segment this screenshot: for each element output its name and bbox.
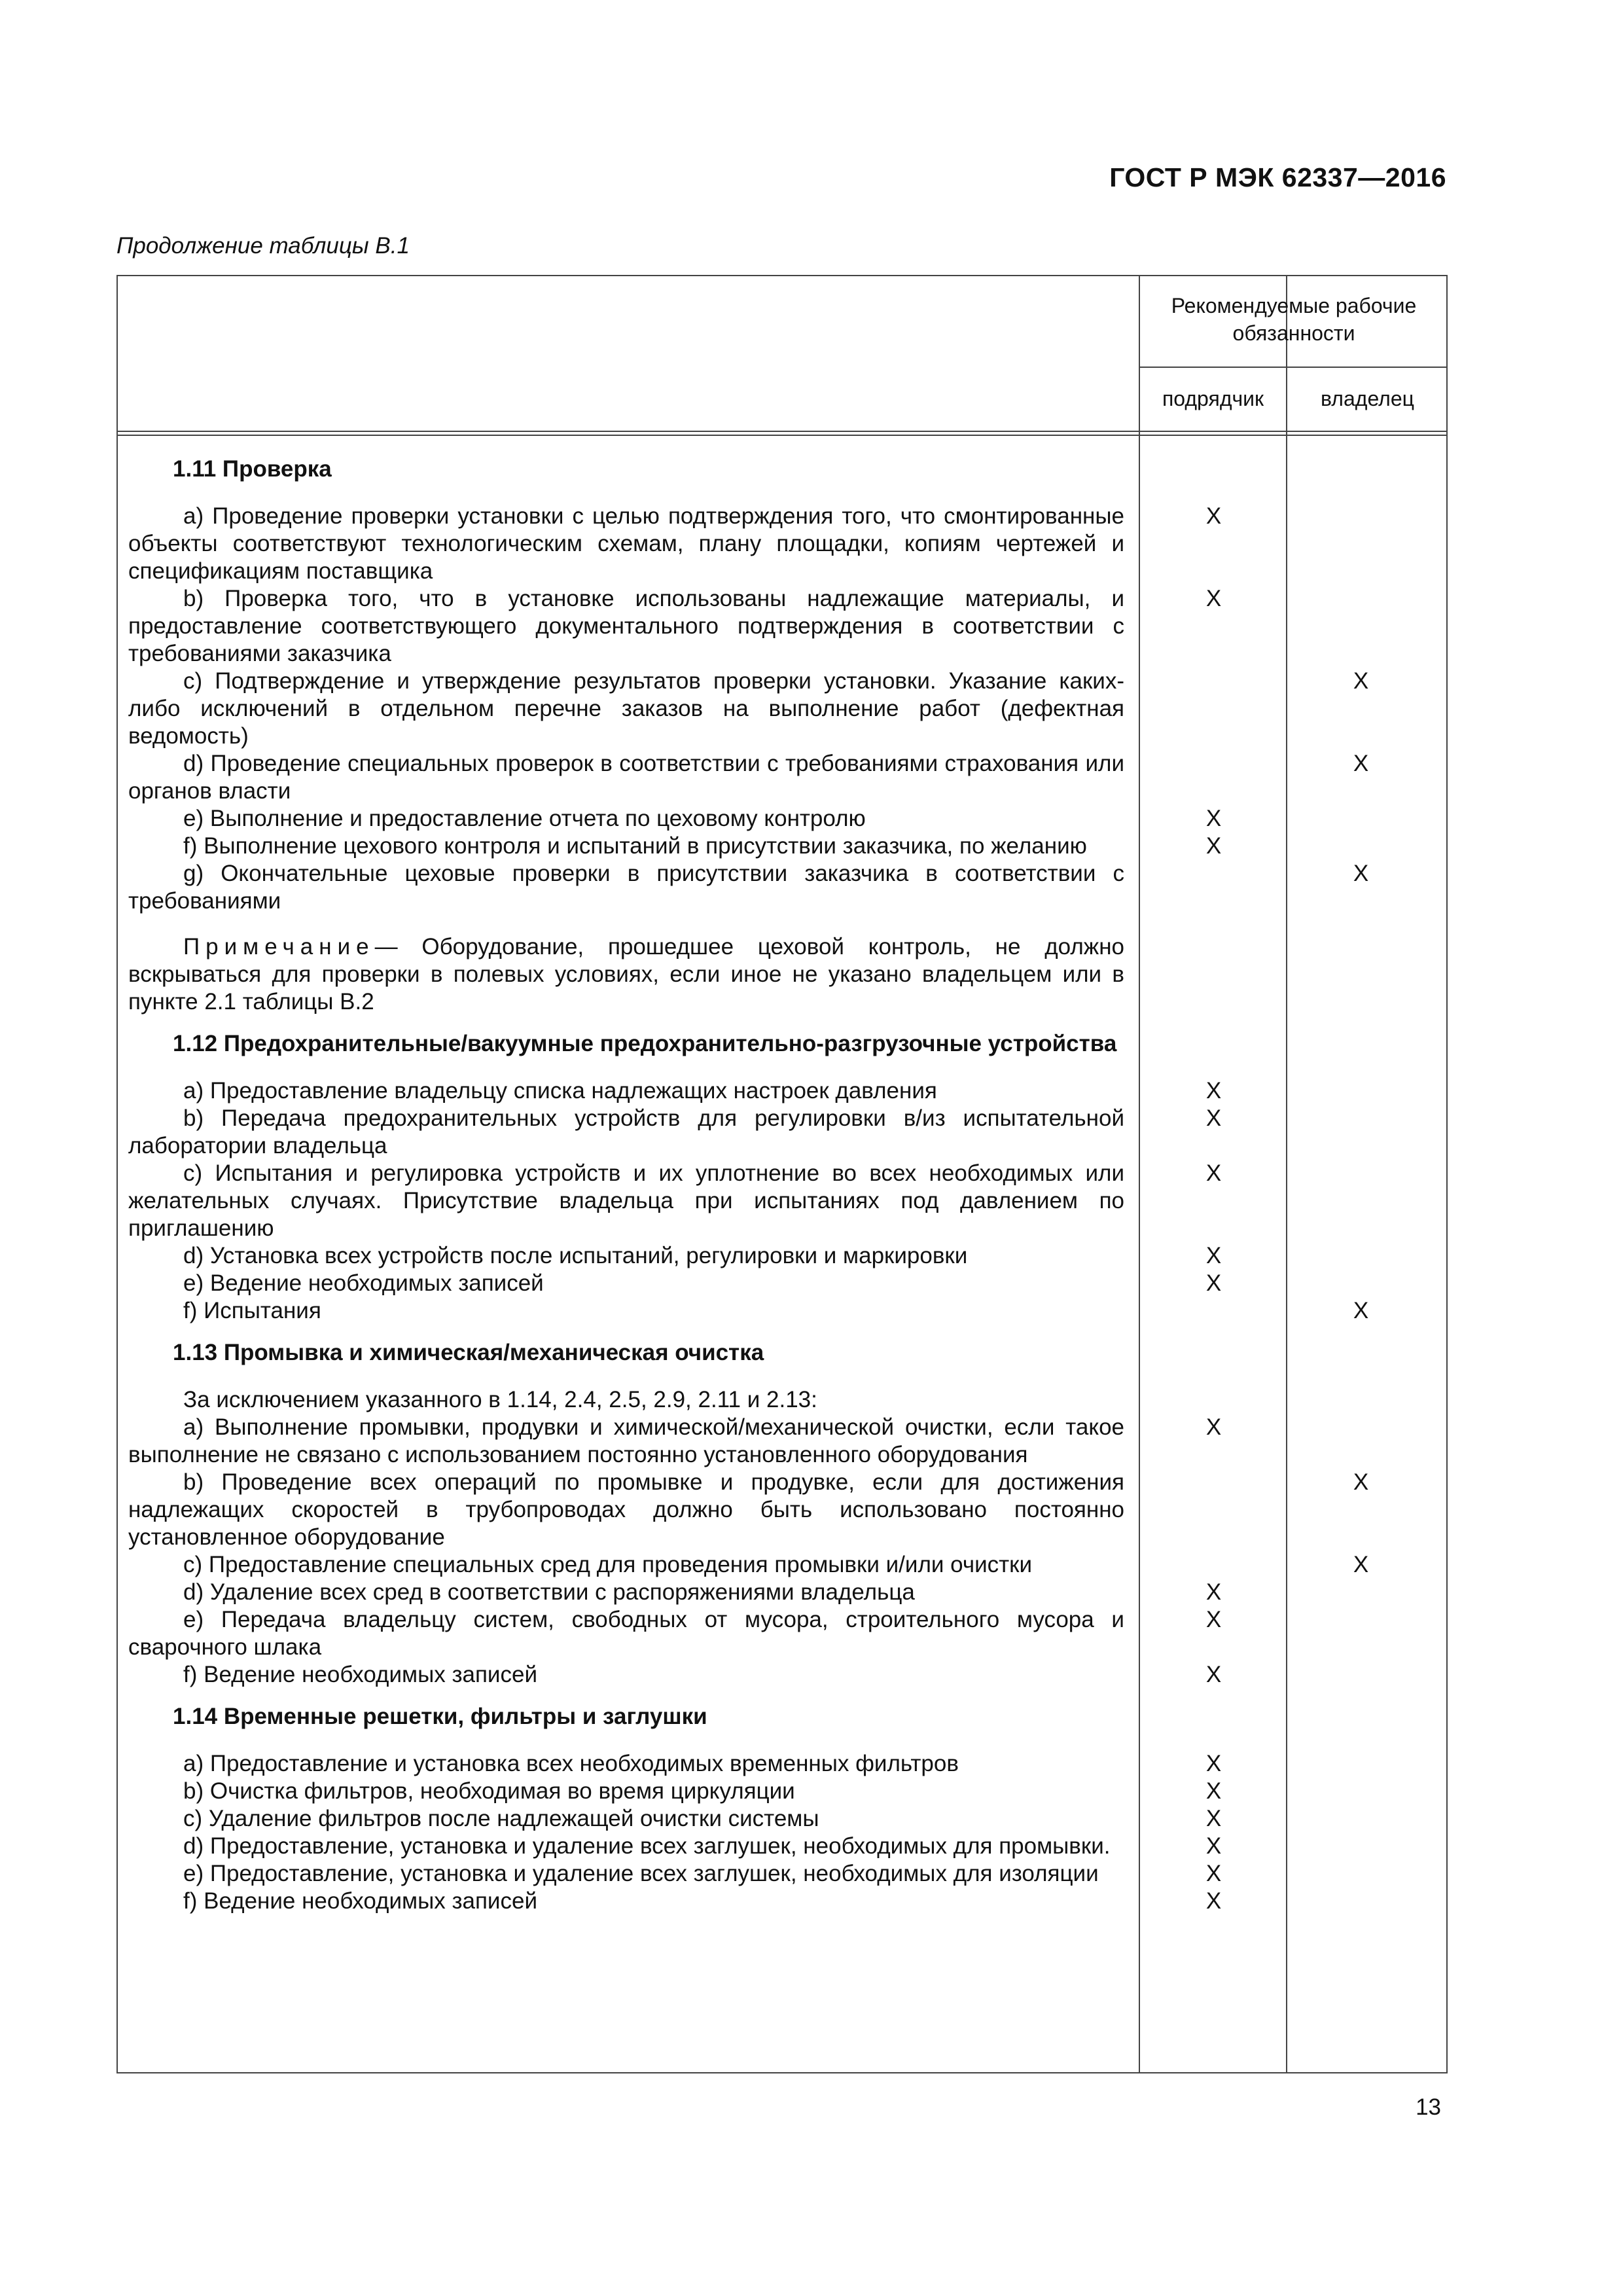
- table-row: b) Очистка фильтров, необходимая во время циркуляции X: [183, 1778, 1222, 1804]
- table-row: a) Выполнение промывки, продувки и химической/механической очистки, если такое выполнение не связано с использованием постоянно установленного оборудования X: [128, 1414, 1222, 1467]
- table-row: e) Передача владельцу систем, свободных от мусора, строительного мусора и сварочного шлака X: [128, 1607, 1222, 1660]
- table-row: c) Предоставление специальных сред для проведения промывки и/или очистки X: [183, 1552, 1369, 1577]
- column-header-contractor: подрядчик: [1162, 387, 1264, 410]
- table-row: f) Выполнение цехового контроля и испытаний в присутствии заказчика, по желанию X: [183, 833, 1222, 859]
- table-row: d) Предоставление, установка и удаление всех заглушек, необходимых для промывки. X: [183, 1833, 1222, 1859]
- table-caption: Продолжение таблицы В.1: [116, 233, 410, 259]
- header-divider: [118, 431, 1446, 432]
- note-text: — Оборудование, прошедшее цеховой контроль, не должно вскрываться для проверки в полевых условиях, если иное не указано владельцем или в пункте 2.1 таблицы В.2: [128, 934, 1124, 1014]
- table-row: f) Испытания X: [183, 1298, 1369, 1323]
- responsibility-table: [116, 275, 1448, 2073]
- section-title: 1.14 Временные решетки, фильтры и заглушки: [173, 1704, 707, 1729]
- table-row: d) Удаление всех сред в соответствии с распоряжениями владельца X: [183, 1579, 1222, 1605]
- table-row: b) Проверка того, что в установке использованы надлежащие материалы, и предоставление соответствующего документального подтверждения в соответствии с требованиями заказчика X: [128, 586, 1222, 666]
- table-note: [118, 933, 1446, 1016]
- header-divider: [118, 435, 1446, 436]
- table-row: f) Ведение необходимых записей X: [183, 1888, 1222, 1914]
- table-row: e) Выполнение и предоставление отчета по цеховому контролю X: [183, 806, 1222, 831]
- table-row: c) Подтверждение и утверждение результатов проверки установки. Указание каких-либо исключений в отдельном перечне заказов на выполнение работ (дефектная ведомость) X: [128, 668, 1369, 749]
- section-intro: За исключением указанного в 1.14, 2.4, 2.5, 2.9, 2.11 и 2.13:: [183, 1387, 817, 1412]
- group-header: Рекомендуемые рабочие обязанности: [1171, 294, 1417, 345]
- table-row: c) Удаление фильтров после надлежащей очистки системы X: [183, 1806, 1222, 1831]
- page-number: 13: [1416, 2094, 1441, 2120]
- table-row: e) Предоставление, установка и удаление всех заглушек, необходимых для изоляции X: [183, 1861, 1222, 1886]
- table-row: b) Проведение всех операций по промывке и продувке, если для достижения надлежащих скоростей в трубопроводах должно быть использовано постоянно установленное оборудование X: [128, 1469, 1369, 1550]
- column-header-owner: владелец: [1321, 387, 1414, 410]
- section-title: 1.13 Промывка и химическая/механическая очистка: [173, 1340, 764, 1365]
- table-row: d) Проведение специальных проверок в соответствии с требованиями страхования или органов власти X: [128, 751, 1369, 804]
- header-divider: [1139, 367, 1446, 368]
- table-row: e) Ведение необходимых записей X: [183, 1270, 1222, 1296]
- table-row: a) Предоставление владельцу списка надлежащих настроек давления X: [183, 1078, 1222, 1103]
- table-row: d) Установка всех устройств после испытаний, регулировки и маркировки X: [183, 1243, 1222, 1268]
- section-title: 1.11 Проверка: [173, 456, 332, 482]
- table-row: a) Предоставление и установка всех необходимых временных фильтров X: [183, 1751, 1222, 1776]
- section-title: 1.12 Предохранительные/вакуумные предохранительно-разгрузочные устройства: [173, 1031, 1117, 1056]
- table-body: [118, 441, 1446, 1915]
- table-row: b) Передача предохранительных устройств для регулировки в/из испытательной лаборатории владельца X: [128, 1105, 1222, 1158]
- document-code: ГОСТ Р МЭК 62337—2016: [1109, 162, 1446, 192]
- note-label: Примечание: [183, 934, 375, 960]
- table-row: g) Окончательные цеховые проверки в присутствии заказчика в соответствии с требованиями X: [128, 861, 1369, 914]
- table-row: c) Испытания и регулировка устройств и их уплотнение во всех необходимых или желательных случаях. Присутствие владельца при испытаниях под давлением по приглашению X: [128, 1160, 1222, 1241]
- table-row: a) Проведение проверки установки с целью подтверждения того, что смонтированные объекты соответствуют технологическим схемам, плану площадки, копиям чертежей и спецификациям поставщика X: [128, 503, 1222, 584]
- table-row: f) Ведение необходимых записей X: [183, 1662, 1222, 1687]
